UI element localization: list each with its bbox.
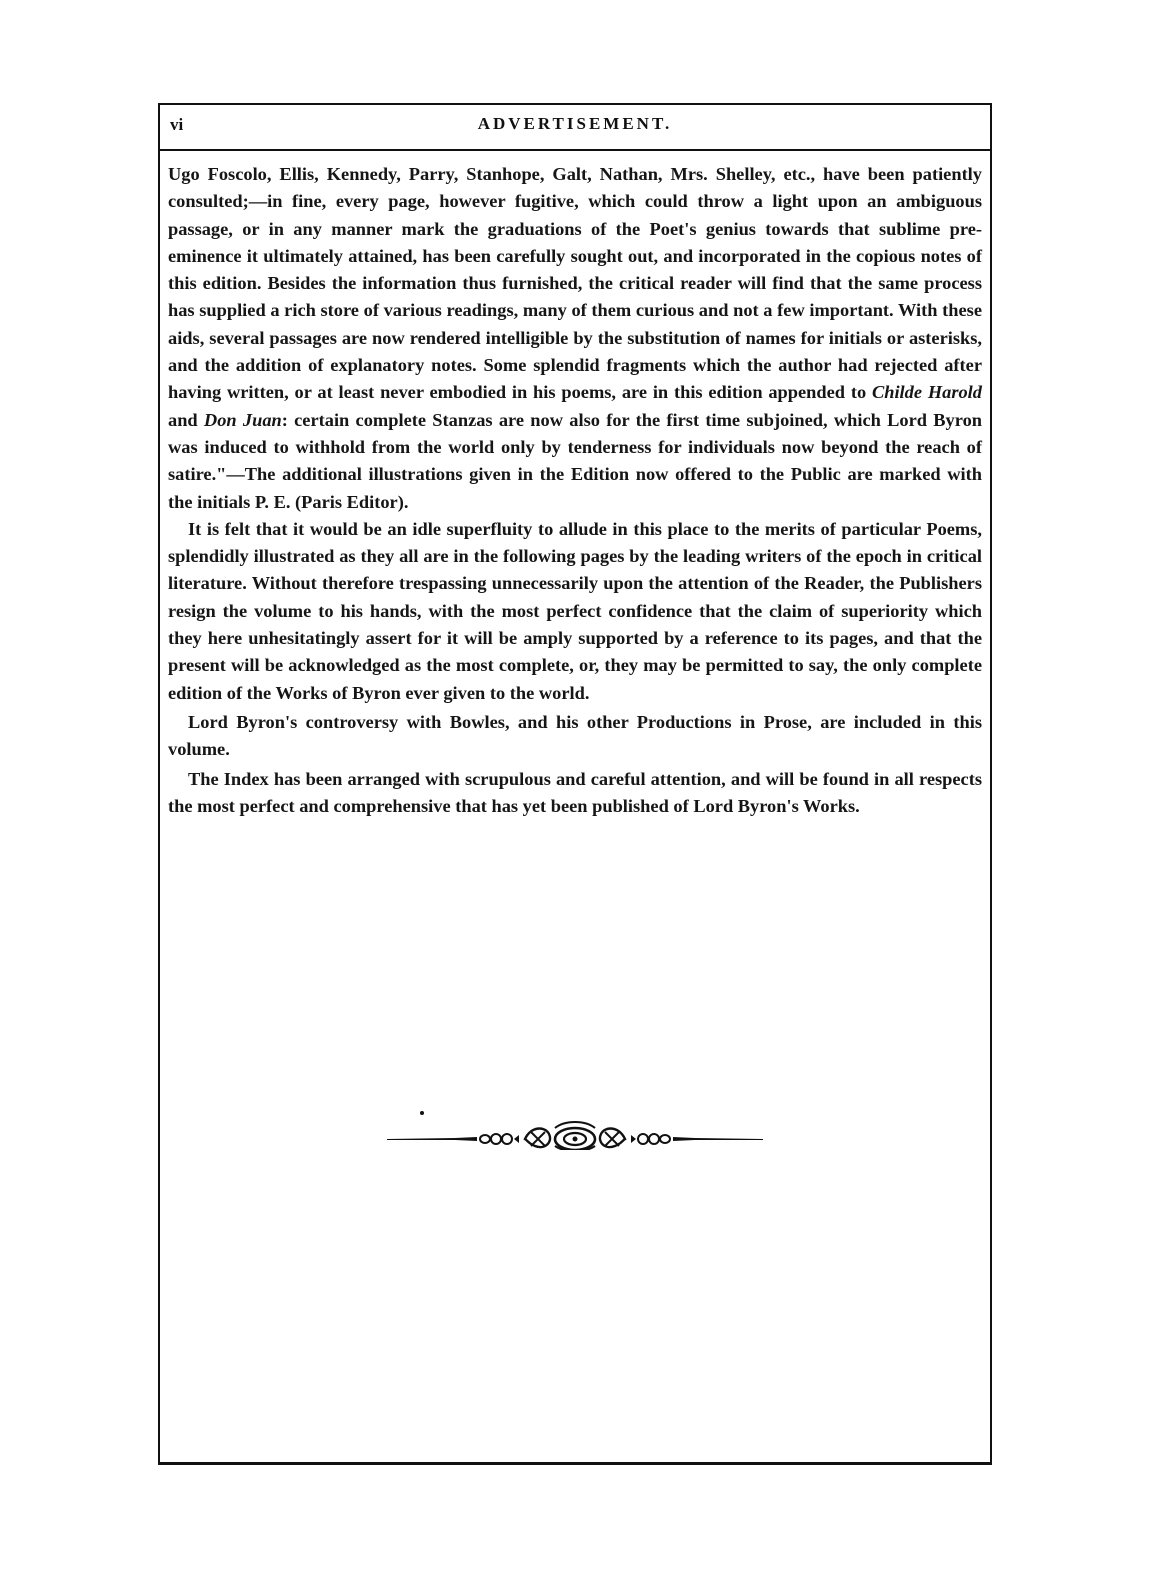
paragraph-1-text: Ugo Foscolo, Ellis, Kennedy, Parry, Stanhope, Galt, Nathan, Mrs. Shelley, etc., have been patiently consulted;—in fine, every page, however fugitive, which could throw a light upon an ambiguous passage, or in any manner mark the graduations of the Poet's genius towards that sublime pre-eminence it ultimately attained, has been carefully sought out, and incorporated in the copious notes of this edition. Besides the information thus furnished, the critical reader will find that the same process has supplied a rich store of various readings, many of them curious and not a few important. With these aids, several passages are now rendered intelligible by the substitution of names for initials or asterisks, and the addition of explanatory notes. Some splendid fragments which the author had rejected after having written, or at least never embodied in his poems, are in this edition appended to [168,164,982,403]
page-header [160,105,990,151]
paragraph-1-mid: and [168,409,204,430]
page-frame [158,103,992,1465]
fleuron-rule [160,1110,990,1150]
fleuron-rule-icon [385,1110,765,1150]
paragraph-2: It is felt that it would be an idle superfluity to allude in this place to the merits of particular Poems, splendidly illustrated as they all are in the following pages by the leading writers of the epoch in critical literature. Without therefore trespassing unnecessarily upon the attention of the Reader, the Publishers resign the volume to his hands, with the most perfect confidence that the claim of superiority which they here unhesitatingly assert for it will be amply supported by a reference to its pages, and that the present will be acknowledged as the most complete, or, they may be permitted to say, the only complete edition of the Works of Byron ever given to the world. [168,518,982,703]
running-head: ADVERTISEMENT. [477,114,673,133]
title-don-juan: Don Juan [203,409,282,430]
paragraph-4: The Index has been arranged with scrupulous and careful attention, and will be found in all respects the most perfect and comprehensive that has yet been published of Lord Byron's Works. [168,768,982,816]
paragraph-3: Lord Byron's controversy with Bowles, and his other Productions in Prose, are included in this volume. [168,711,982,760]
body-text [168,161,982,820]
title-childe-harold: Childe Harold [871,382,982,403]
paragraph-1-rest: : certain complete Stanzas are now also for the first time subjoined, which Lord Byron was induced to withhold from the world only by tenderness for individuals now beyond the reach of satire."—The additional illustrations given in the Edition now offered to the Public are marked with the initials P. E. (Paris Editor). [168,409,982,512]
paragraph-1 [168,161,982,516]
page-number: vi [170,115,184,134]
